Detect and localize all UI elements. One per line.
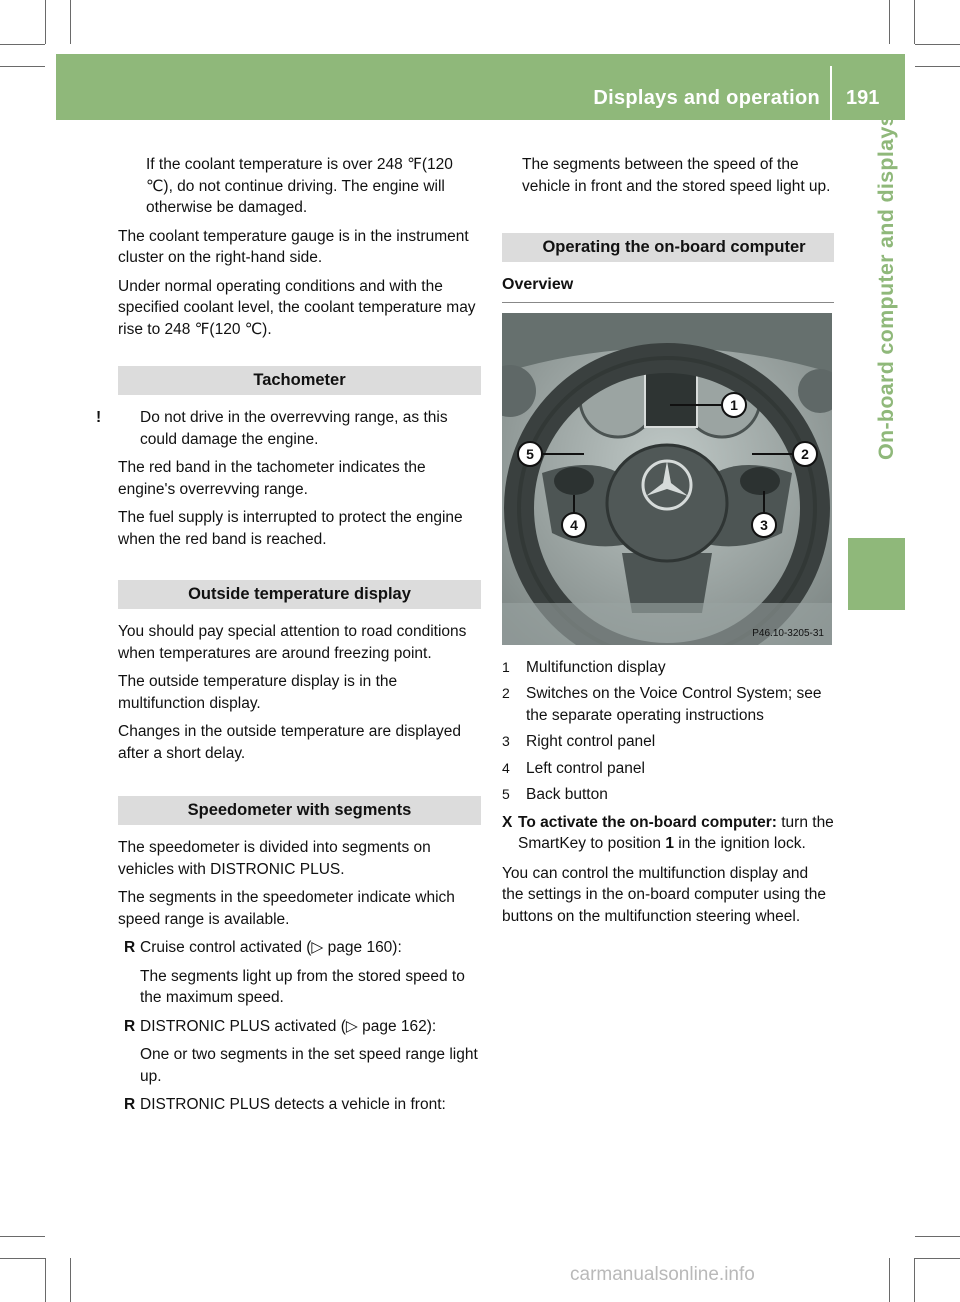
legend-number: 1 — [502, 658, 510, 675]
crop-mark — [915, 44, 960, 45]
legend-text: Back button — [526, 786, 608, 803]
tachometer-heading: Tachometer — [118, 366, 481, 395]
legend-item — [502, 784, 834, 806]
legend-text: Left control panel — [526, 759, 645, 777]
crop-mark — [0, 44, 45, 45]
crop-mark — [45, 0, 46, 44]
bullet-title: DISTRONIC PLUS activated (▷ page 162): — [140, 1017, 437, 1035]
callout-3-label: 3 — [760, 516, 768, 533]
callout-5-label: 5 — [526, 445, 534, 462]
crop-mark — [45, 1258, 46, 1302]
header-title: Displays and operation — [593, 87, 820, 109]
left-column — [96, 154, 481, 1123]
bullet-title: DISTRONIC PLUS detects a vehicle in front: — [140, 1096, 446, 1113]
crop-mark — [0, 66, 45, 67]
figure-code: P46.10-3205-31 — [752, 627, 824, 639]
watermark: carmanualsonline.info — [570, 1264, 755, 1285]
callout-2 — [793, 442, 817, 466]
crop-mark — [915, 66, 960, 67]
callout-5 — [518, 442, 542, 466]
figure-legend — [502, 657, 834, 928]
tachometer-text-1: The red band in the tachometer indicates the engine's overrevving range. — [118, 459, 426, 498]
tachometer-text-2: The fuel supply is interrupted to protect the engine when the red band is reached. — [118, 509, 463, 548]
legend-number: 4 — [502, 759, 510, 776]
legend-item — [502, 758, 834, 780]
legend-item — [502, 657, 834, 679]
tachometer-warning-text: Do not drive in the overrevving range, as this could damage the engine. — [140, 409, 448, 448]
onboard-computer-heading: Operating the on-board computer — [502, 233, 834, 262]
side-tab-label: On-board computer and displays — [874, 114, 898, 460]
callout-4-label: 4 — [570, 516, 578, 533]
bullet-text: One or two segments in the set speed range light up. — [140, 1046, 478, 1085]
callout-2-label: 2 — [801, 445, 809, 462]
list-item — [118, 1016, 481, 1088]
legend-text: Switches on the Voice Control System; see the separate operating instructions — [526, 685, 822, 724]
list-item — [118, 1094, 481, 1116]
callout-4 — [562, 513, 586, 537]
legend-item — [502, 731, 834, 753]
step-icon: X — [502, 813, 513, 831]
outside-temp-text-3: Changes in the outside temperature are displayed after a short delay. — [118, 723, 461, 762]
outside-temp-text-1: You should pay special attention to road conditions when temperatures are around freezing point. — [118, 623, 467, 662]
speedometer-text-2: The segments in the speedometer indicate which speed range is available. — [118, 889, 455, 928]
list-item — [118, 937, 481, 1009]
outside-temp-text-2: The outside temperature display is in the multifunction display. — [118, 673, 398, 712]
coolant-normal-text: Under normal operating conditions and with the specified coolant level, the coolant temperature may rise to 248 ℉(120 ℃). — [118, 277, 476, 338]
bullet-title: Cruise control activated (▷ page 160): — [140, 939, 402, 956]
crop-mark — [70, 0, 71, 44]
coolant-gauge-text: The coolant temperature gauge is in the instrument cluster on the right-hand side. — [118, 227, 469, 266]
overview-heading: Overview — [502, 274, 834, 303]
step-position: 1 — [665, 835, 674, 852]
control-description: You can control the multifunction display and the settings in the on-board computer using the buttons on the multifunction steering wheel. — [502, 864, 826, 925]
bullet-icon: R — [124, 939, 136, 956]
legend-text: Multifunction display — [526, 658, 666, 676]
right-column — [502, 154, 834, 927]
speedometer-text-1: The speedometer is divided into segments on vehicles with DISTRONIC PLUS. — [118, 839, 431, 878]
step-text-end: in the ignition lock. — [673, 835, 806, 852]
crop-mark — [915, 1258, 960, 1259]
crop-mark — [889, 0, 890, 44]
crop-mark — [0, 1258, 45, 1259]
callout-1 — [722, 393, 746, 417]
tachometer-warning — [96, 407, 481, 450]
bullet-icon: R — [124, 1096, 136, 1113]
legend-number: 2 — [502, 685, 510, 701]
crop-mark — [70, 1258, 71, 1302]
callout-1-label: 1 — [730, 396, 738, 413]
legend-item — [502, 683, 834, 726]
header-divider — [830, 66, 832, 120]
legend-text: Right control panel — [526, 733, 656, 750]
bullet-text: The segments light up from the stored speed to the maximum speed. — [140, 967, 465, 1006]
crop-mark — [889, 1258, 890, 1302]
legend-number: 3 — [502, 733, 510, 749]
callout-3 — [752, 513, 776, 537]
legend-number: 5 — [502, 786, 510, 802]
outside-temp-heading: Outside temperature display — [118, 580, 481, 609]
crop-mark — [914, 1258, 915, 1302]
step-title: To activate the on-board computer: — [518, 813, 777, 831]
page-number: 191 — [846, 87, 880, 109]
bullet-icon: R — [124, 1017, 136, 1035]
warning-icon: ! — [96, 409, 102, 426]
crop-mark — [0, 1236, 45, 1237]
activation-step — [502, 812, 834, 855]
steering-wheel-figure — [502, 313, 832, 645]
segments-continued-text: The segments between the speed of the vehicle in front and the stored speed light up. — [522, 156, 831, 195]
step-text: turn the SmartKey to position — [518, 813, 834, 852]
speedometer-heading: Speedometer with segments — [118, 796, 481, 825]
crop-mark — [915, 1236, 960, 1237]
coolant-warning-text: If the coolant temperature is over 248 ℉(120 ℃), do not continue driving. The engine will otherwise be damaged. — [146, 156, 453, 216]
side-tab-marker — [848, 538, 905, 610]
crop-mark — [914, 0, 915, 44]
